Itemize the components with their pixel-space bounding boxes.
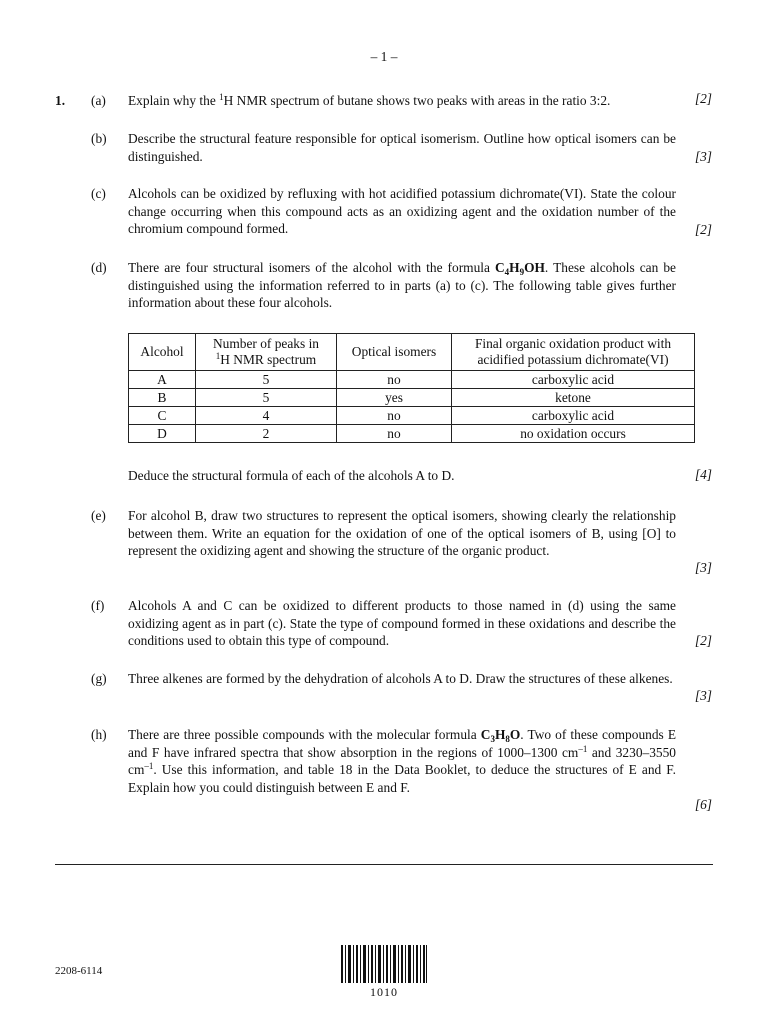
part-d-formula-h-sub: 9	[519, 267, 525, 277]
part-a-text	[128, 92, 676, 110]
part-d-formula	[495, 260, 545, 275]
cell-alcohol: D	[129, 425, 196, 443]
part-h-formula-o: O	[509, 727, 521, 742]
part-a-text-pre: Explain why the	[128, 93, 220, 108]
cell-alcohol: A	[129, 371, 196, 389]
part-d-formula-c-sub: 4	[504, 267, 510, 277]
cell-optical: no	[337, 371, 452, 389]
cell-alcohol: C	[129, 407, 196, 425]
paper-code: 2208-6114	[55, 965, 103, 977]
part-h-text-2: . Two of these compounds E and F have infrared spectra that show absorption in the regions of 1000–1300 cm	[128, 727, 677, 760]
header-oxidation-product	[452, 334, 695, 371]
part-g-text: Three alkenes are formed by the dehydration of alcohols A to D. Draw the structures of these alkenes.	[128, 671, 673, 686]
part-h-sup-1: –1	[578, 743, 588, 754]
part-h-text-4: . Use this information, and table 18 in the Data Booklet, to deduce the structures of E and F. Explain how you could distinguish between E and F.	[128, 762, 676, 795]
part-b-text: Describe the structural feature responsible for optical isomerism. Outline how optical isomers can be distinguished.	[128, 131, 676, 164]
cell-product: no oxidation occurs	[452, 425, 695, 443]
part-h-text-3: and 3230–3550 cm	[128, 744, 676, 778]
cell-alcohol: B	[129, 389, 196, 407]
header-oxidation-product-line2: acidified potassium dichromate(VI)	[477, 352, 669, 367]
table-row	[129, 407, 695, 425]
cell-peaks: 5	[196, 389, 337, 407]
part-d-formula-c: C	[494, 260, 505, 275]
part-a-nmr: H NMR	[223, 93, 268, 108]
part-c-mark: [2]	[694, 222, 712, 237]
part-h-label: (h)	[91, 727, 107, 742]
part-a-mark: [2]	[694, 91, 712, 106]
cell-optical: yes	[337, 389, 452, 407]
alcohol-table	[128, 333, 695, 443]
question-number: 1.	[55, 93, 66, 108]
part-d-text-post: . These alcohols can be distinguished using the information referred to in parts (a) to (c). The following table gives further information about these four alcohols.	[128, 260, 676, 311]
part-h-formula-h-sub: 8	[505, 734, 510, 744]
cell-peaks: 5	[196, 371, 337, 389]
cell-peaks: 2	[196, 425, 337, 443]
header-alcohol: Alcohol	[129, 334, 196, 371]
part-g-mark: [3]	[694, 688, 712, 703]
part-c-label: (c)	[91, 186, 106, 201]
barcode-icon	[341, 945, 427, 983]
header-optical-isomers: Optical isomers	[337, 334, 452, 371]
header-nmr-peaks-line2: H NMR spectrum	[220, 352, 317, 367]
part-h-formula-c: C	[480, 727, 491, 742]
part-f-text: Alcohols A and C can be oxidized to different products to those named in (d) using the same oxidizing agent as in part (c). State the type of compound formed in these oxidations and describe the conditions used to obtain this type of compound.	[128, 598, 676, 649]
part-a-label: (a)	[91, 93, 106, 108]
part-f-label: (f)	[91, 598, 105, 613]
part-c-text: Alcohols can be oxidized by refluxing with hot acidified potassium dichromate(VI). State the colour change occurring when this compound acts as an oxidizing agent and the oxidation number of the chromium compound formed.	[128, 186, 676, 237]
cell-optical: no	[337, 425, 452, 443]
cell-peaks: 4	[196, 407, 337, 425]
part-d-text-pre: There are four structural isomers of the alcohol with the formula	[128, 260, 495, 275]
part-d-mark: [4]	[694, 467, 712, 482]
cell-product: carboxylic acid	[452, 407, 695, 425]
barcode-number: 1010	[370, 985, 398, 999]
part-d-deduce: Deduce the structural formula of each of the alcohols A to D.	[128, 468, 455, 483]
footer-rule	[55, 864, 713, 865]
part-e-mark: [3]	[694, 560, 712, 575]
part-b-label: (b)	[91, 131, 107, 146]
part-a-text-post: spectrum of butane shows two peaks with areas in the ratio 3:2.	[267, 93, 611, 108]
part-h-sup-2: –1	[144, 761, 154, 772]
cell-product: ketone	[452, 389, 695, 407]
part-d-text	[128, 259, 676, 312]
header-nmr-peaks-sup: 1	[215, 351, 221, 361]
part-f-mark: [2]	[694, 633, 712, 648]
table-row	[129, 371, 695, 389]
cell-product: carboxylic acid	[452, 371, 695, 389]
table-row	[129, 389, 695, 407]
part-h-formula-c-sub: 3	[490, 734, 495, 744]
part-h-text-1: There are three possible compounds with the molecular formula	[128, 727, 481, 742]
part-h-mark: [6]	[694, 797, 712, 812]
part-a-sup: 1	[219, 92, 224, 102]
part-d-formula-h: H	[509, 260, 520, 275]
part-e-text: For alcohol B, draw two structures to represent the optical isomers, showing clearly the relationship between them. Write an equation for the oxidation of one of the optical isomers of B, using [O] to represent the oxidizing agent and showing the structure of the organic product.	[128, 508, 676, 559]
part-d-formula-oh: OH	[524, 260, 545, 275]
part-g-label: (g)	[91, 671, 107, 686]
header-oxidation-product-line1: Final organic oxidation product with	[474, 336, 672, 351]
table-row	[129, 425, 695, 443]
cell-optical: no	[337, 407, 452, 425]
part-h-text	[128, 726, 676, 796]
part-h-formula	[481, 727, 521, 742]
page-number: – 1 –	[370, 49, 398, 64]
table-header-row	[129, 334, 695, 371]
part-h-formula-h: H	[494, 727, 506, 742]
header-nmr-peaks	[196, 334, 337, 371]
header-nmr-peaks-line1: Number of peaks in	[213, 336, 319, 351]
part-e-label: (e)	[91, 508, 106, 523]
part-b-mark: [3]	[694, 149, 712, 164]
part-d-label: (d)	[91, 260, 107, 275]
